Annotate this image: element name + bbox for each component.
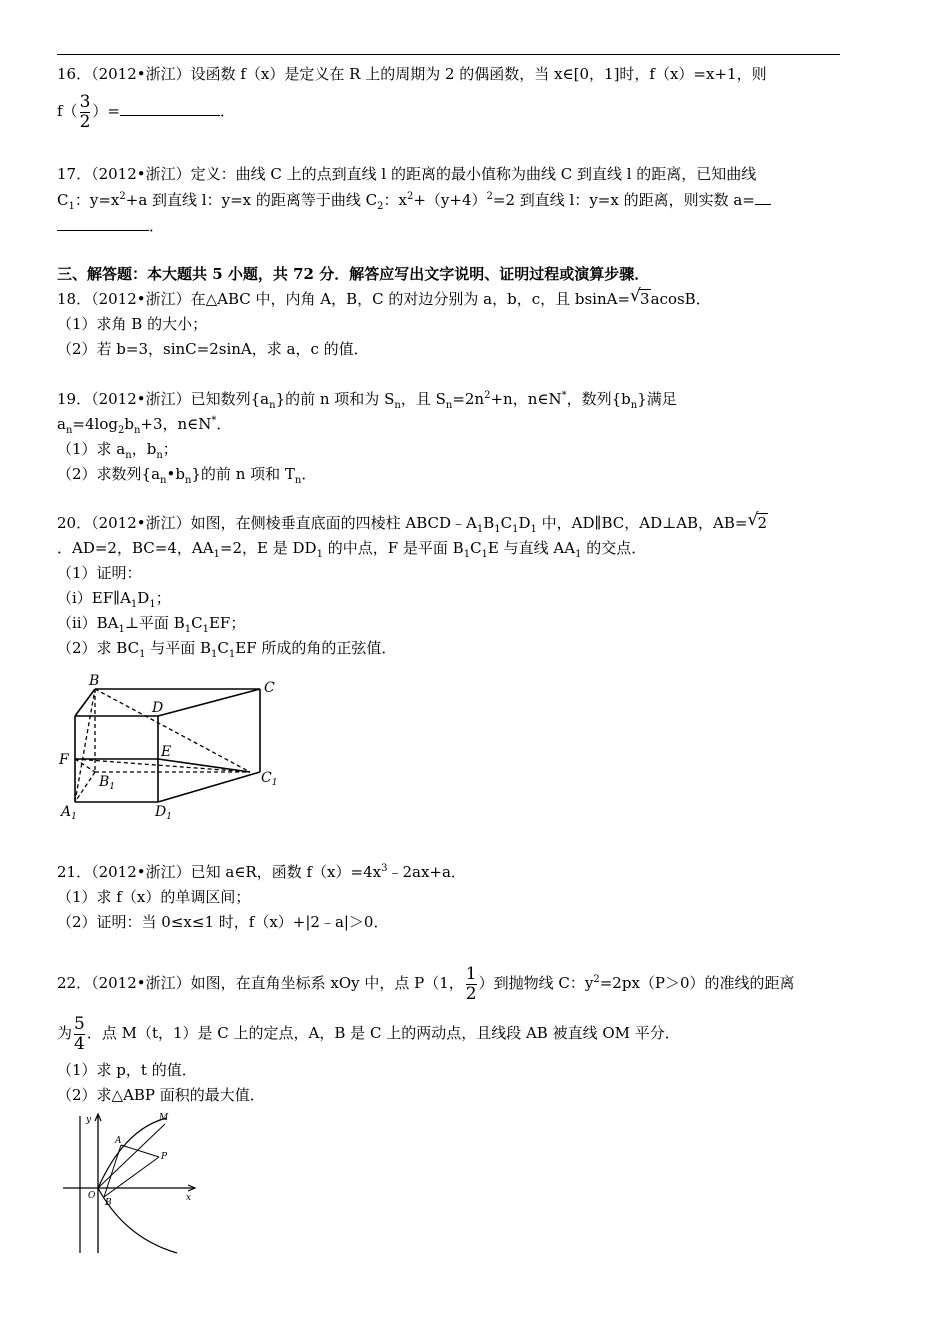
q20-part2: （2）求 $BC_1$ 与平面 $B_1C_1EF$ 所成的角的正弦值．	[57, 639, 397, 660]
q21-part1: （1）求 f（x）的单调区间；	[57, 888, 251, 906]
edge-DC	[158, 689, 260, 716]
edge-EC1	[158, 759, 250, 772]
q20-part1: （1）证明：	[57, 564, 142, 582]
q16-line1: 16．（2012•浙江）设函数 f（x）是定义在 R 上的周期为 2 的偶函数，当 x∈[0，1]时，f（x）=x+1，则	[57, 65, 767, 83]
edge-D1C1	[158, 772, 260, 802]
q18-line1: 18．（2012•浙江）在△ABC 中，内角 A，B，C 的对边分别为 a，b，c，且 bsinA= √ 3acosB．	[57, 286, 711, 308]
q20-line1: 20．（2012•浙江）如图，在侧棱垂直底面的四棱柱 $ABCD﹣A_1B_1C_1D_1$ 中，AD∥BC，AD⊥AB，AB= √ 2	[57, 510, 768, 535]
label-F: F	[59, 752, 69, 768]
q20-line2: ．AD=2，BC=4，$AA_1=2$，E 是 $DD_1$ 的中点，F 是平面 $B_1C_1E$ 与直线 $AA_1$ 的交点．	[57, 539, 647, 560]
label-A: A	[115, 1136, 122, 1146]
label-B1: $B_1$	[99, 774, 116, 792]
label-A1: $A_1$	[61, 804, 77, 822]
q22-parabola-figure	[55, 1108, 205, 1258]
q17-line2: $C_1$：$y=x^2+a$ 到直线 l：y=x 的距离等于曲线 $C_2$：$x^2+(y+4)^2=2$ 到直线 l：y=x 的距离，则实数 a=	[57, 190, 771, 210]
q20-part1-i: $(i)EF\parallel A_1D_1$；	[57, 589, 171, 610]
q20-sqrt: √ 2	[747, 510, 768, 532]
segment-AP	[121, 1145, 159, 1157]
q16-fraction: $\frac{3}{2}$	[79, 91, 91, 132]
q19-part2: （2）求数列$\{a_n•b_n\}$的前 n 项和 $T_n$．	[57, 465, 317, 486]
edge-FC1-hidden	[75, 759, 250, 772]
q22-part2: （2）求△ABP 面积的最大值．	[57, 1086, 265, 1104]
q19-line1: 19．（2012•浙江）已知数列$\{a_n\}$的前 n 项和为 $S_n$，且 $S_n=2n^2+n$，n∈N*，数列$\{b_n\}$满足	[57, 390, 677, 411]
q18-part2: （2）若 b=3，sinC=2sinA，求 a，c 的值．	[57, 340, 369, 358]
label-C1: $C_1$	[261, 770, 278, 788]
q19-part1: （1）求 $a_n$，$b_n$；	[57, 440, 178, 461]
label-x: x	[186, 1193, 192, 1203]
q19-line2: $a_n=4\log_2b_n+3$，n∈N*．	[57, 415, 232, 436]
q21-part2: （2）证明：当 0≤x≤1 时，f（x）+|2﹣a|＞0．	[57, 913, 389, 931]
label-D: D	[152, 700, 164, 716]
parabola-curve	[98, 1118, 177, 1253]
segment-BP	[104, 1157, 159, 1197]
q17-answer-blank-a	[755, 190, 771, 205]
q17-line3: ．	[57, 216, 164, 236]
q20-part1-ii: $(ii)BA_1\perp$平面 $B_1C_1EF$；	[57, 614, 246, 635]
q17-line1: 17．（2012•浙江）定义：曲线 C 上的点到直线 l 的距离的最小值称为曲线 C 到直线 l 的距离，已知曲线	[57, 165, 757, 183]
label-D1: $D_1$	[155, 804, 172, 822]
label-C: C	[264, 680, 275, 696]
q22-line2: 为 $\frac{5}{4}$ ．点 M（t，1）是 C 上的定点，A，B 是 C 上的两动点，且线段 AB 被直线 OM 平分．	[57, 1013, 680, 1054]
label-P: P	[161, 1152, 168, 1162]
edge-A1B-hidden	[75, 689, 95, 802]
label-B: B	[89, 673, 100, 689]
top-rule	[57, 54, 840, 55]
label-M: M	[159, 1113, 169, 1123]
q22-line1: 22．（2012•浙江）如图，在直角坐标系 xOy 中，点 P（1， $\frac{1}{2}$ ）到抛物线 C：$y^2=2px(P>0)$的准线的距离	[57, 963, 795, 1004]
q18-part1: （1）求角 B 的大小；	[57, 315, 208, 333]
label-B: B	[105, 1198, 112, 1208]
label-y: y	[86, 1115, 92, 1125]
q16-line2: f（ $\frac{3}{2}$ ）= ．	[57, 91, 235, 132]
q20-prism-figure	[55, 672, 295, 822]
q17-answer-blank-b	[57, 216, 149, 231]
section-heading: 三、解答题：本大题共 5 小题，共 72 分．解答应写出文字说明、证明过程或演算步骤．	[57, 265, 650, 283]
label-E: E	[161, 744, 172, 760]
label-O: O	[88, 1191, 96, 1201]
q16-answer-blank	[120, 101, 220, 116]
q21-line1: 21．（2012•浙江）已知 a∈R，函数 $f(x)=4x^3﹣2ax+a$．	[57, 863, 466, 881]
edge-FB1-hidden	[75, 759, 95, 772]
q22-part1: （1）求 p，t 的值．	[57, 1061, 197, 1079]
q22-fraction-half: $\frac{1}{2}$	[465, 963, 477, 1004]
q18-sqrt: √ 3	[630, 286, 650, 308]
q22-fraction-five-fourths: $\frac{5}{4}$	[74, 1013, 85, 1054]
